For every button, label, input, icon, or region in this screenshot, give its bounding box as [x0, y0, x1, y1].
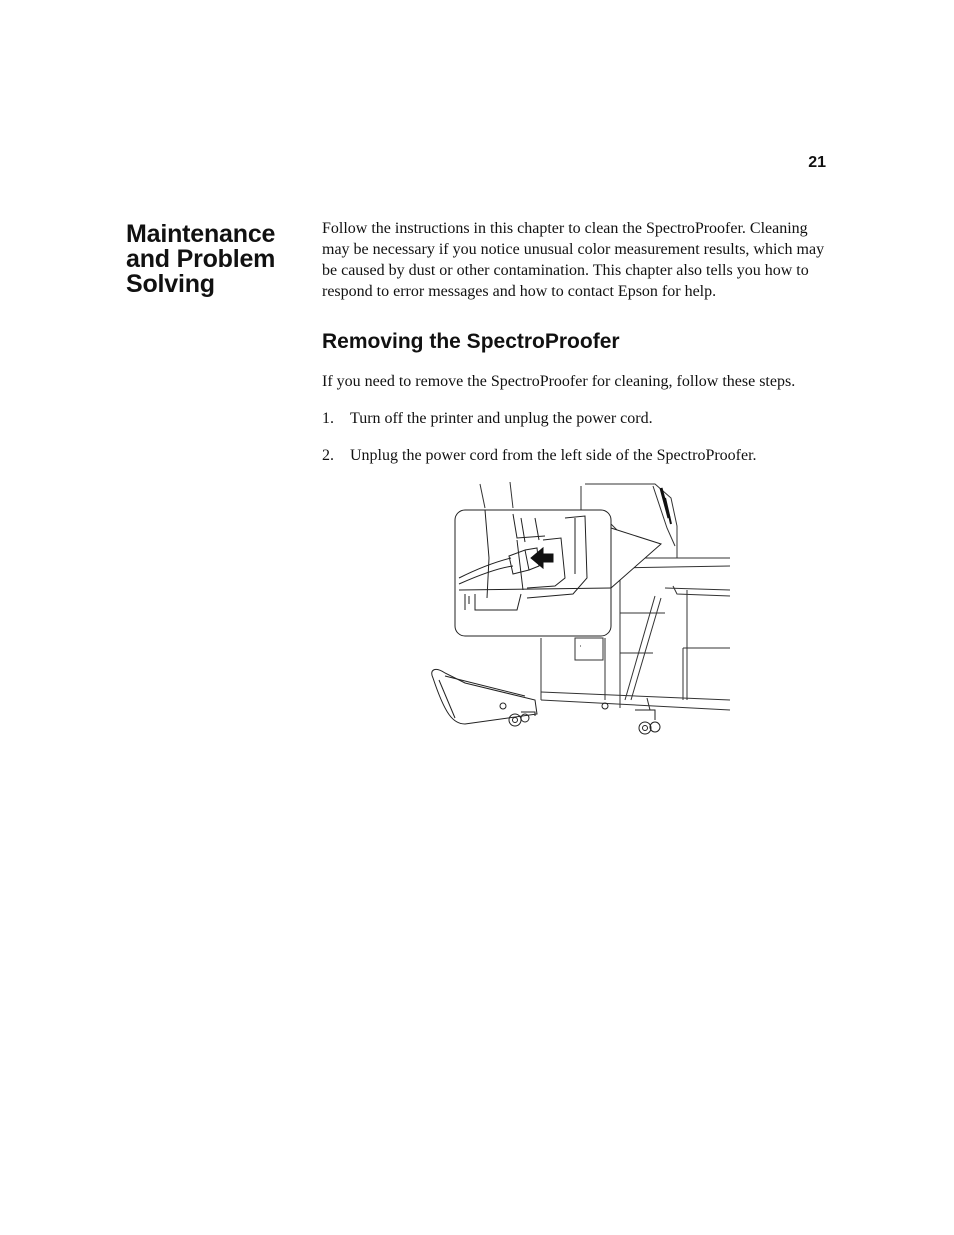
callout-box [455, 510, 611, 636]
section-lead: If you need to remove the SpectroProofer for cleaning, follow these steps. [322, 373, 796, 390]
stand-base [432, 669, 660, 734]
step-2-text: Unplug the power cord from the left side of the SpectroProofer. [350, 447, 757, 464]
step-2-number: 2. [322, 447, 334, 464]
step-1-number: 1. [322, 410, 334, 427]
chapter-title: Maintenance and Problem Solving [126, 220, 276, 298]
page-number: 21 [808, 154, 826, 171]
intro-paragraph: Follow the instructions in this chapter to clean the SpectroProofer. Cleaning may be necessary if you notice unusual color measurement results, which may be caused by dust or other contamination. This chapter also tells you how to respond to error messages and how to contact Epson for help. [322, 220, 825, 300]
step-1-text: Turn off the printer and unplug the power cord. [350, 410, 653, 427]
printer-power-cord-illustration [425, 478, 735, 740]
section-heading: Removing the SpectroProofer [322, 330, 620, 353]
